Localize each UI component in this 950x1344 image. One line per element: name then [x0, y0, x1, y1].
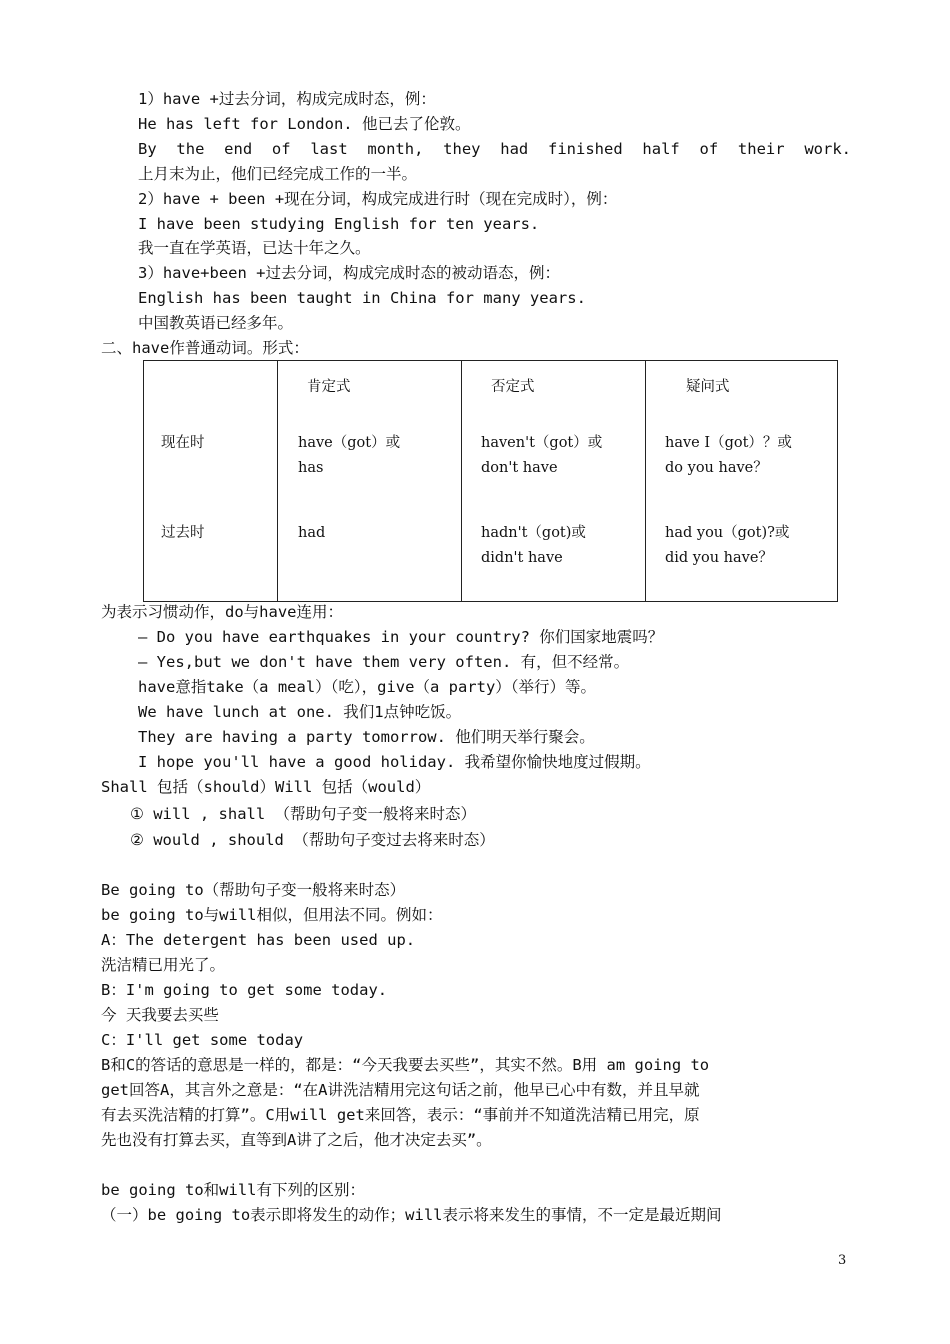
column-header: 肯定式 [307, 379, 351, 395]
word: of [271, 140, 291, 158]
text-line: 今 天我要去买些 [101, 1006, 219, 1024]
paragraph-line: B和C的答话的意思是一样的，都是：“今天我要去买些”，其实不然。B用 am going to [101, 1056, 710, 1074]
column-header: 疑问式 [686, 379, 730, 395]
text-line: have意指take（a meal）（吃），give（a party）（举行）等。 [138, 678, 597, 696]
text-line: — Yes,but we don't have them very often. 有，但不经常。 [138, 653, 630, 671]
word: the [176, 140, 205, 158]
row-label: 过去时 [161, 525, 205, 541]
table-cell: didn't have [481, 550, 563, 566]
text-line: 3）have+been +过去分词，构成完成时态的被动语态，例： [138, 264, 560, 282]
text-line: A：The detergent has been used up. [101, 931, 416, 949]
text-line: 2）have + been +现在分词，构成完成进行时（现在完成时），例： [138, 190, 618, 208]
section-heading: 二、have作普通动词。形式： [101, 339, 309, 357]
page-number: 3 [838, 1253, 847, 1268]
text-line: 我一直在学英语，已达十年之久。 [138, 239, 371, 257]
justified-line [138, 139, 851, 159]
row-label-cell [144, 361, 277, 601]
text-line: I have been studying English for ten years. [138, 215, 540, 233]
text-line: He has left for London. 他已去了伦敦。 [138, 115, 471, 133]
text-line: English has been taught in China for many years. [138, 289, 586, 307]
word: end [224, 140, 253, 158]
table-cell: have I（got）？或 [665, 435, 792, 451]
word: work. [804, 140, 851, 158]
text-line: We have lunch at one. 我们1点钟吃饭。 [138, 703, 462, 721]
table-cell: haven't（got）或 [481, 435, 603, 451]
table-cell: hadn't（got)或 [481, 525, 586, 541]
text-line: 洗洁精已用光了。 [101, 956, 226, 974]
text-line: 为表示习惯动作，do与have连用： [101, 603, 343, 621]
paragraph-line: 先也没有打算去买，直等到A讲了之后，他才决定去买”。 [101, 1131, 492, 1149]
word: last [310, 140, 348, 158]
list-item: ② would , should （帮助句子变过去将来时态） [130, 831, 495, 849]
table-cell: did you have？ [665, 550, 773, 566]
have-forms-table [143, 360, 838, 602]
word: they [443, 140, 481, 158]
table-cell: do you have？ [665, 460, 768, 476]
negative-column [462, 361, 645, 601]
text-line: 1）have +过去分词，构成完成时态，例： [138, 90, 436, 108]
text-line: （一）be going to表示即将发生的动作；will表示将来发生的事情，不一定是最近期间 [101, 1206, 722, 1224]
word: month, [367, 140, 424, 158]
text-line: C：I'll get some today [101, 1031, 304, 1049]
text-line: be going to与will相似，但用法不同。例如： [101, 906, 443, 924]
word: had [500, 140, 529, 158]
row-label: 现在时 [161, 435, 205, 451]
word: By [138, 140, 157, 158]
text-line: Be going to（帮助句子变一般将来时态） [101, 881, 406, 899]
table-cell: has [298, 460, 324, 476]
paragraph-line: get回答A，其言外之意是：“在A讲洗洁精用完这句话之前，他早已心中有数，并且早就 [101, 1081, 700, 1099]
table-cell: have（got）或 [298, 435, 401, 451]
column-header: 否定式 [491, 379, 535, 395]
text-line: — Do you have earthquakes in your country? 你们国家地震吗？ [138, 628, 664, 646]
text-line: 上月末为止，他们已经完成工作的一半。 [138, 165, 418, 183]
text-line: B：I'm going to get some today. [101, 981, 388, 999]
interrogative-column [646, 361, 837, 601]
text-line: I hope you'll have a good holiday. 我希望你愉快地度过假期。 [138, 753, 651, 771]
word: their [737, 140, 785, 158]
text-line: They are having a party tomorrow. 他们明天举行聚会。 [138, 728, 595, 746]
paragraph-line: 有去买洗洁精的打算”。C用will get来回答，表示：“事前并不知道洗洁精已用完，原 [101, 1106, 700, 1124]
word: finished [548, 140, 623, 158]
text-line: Shall 包括（should）Will 包括（would） [101, 778, 431, 796]
text-line: be going to和will有下列的区别： [101, 1181, 365, 1199]
word: half [642, 140, 680, 158]
text-line: 中国教英语已经多年。 [138, 314, 294, 332]
word: of [699, 140, 719, 158]
list-item: ① will , shall （帮助句子变一般将来时态） [130, 805, 477, 823]
table-cell: had [298, 525, 326, 541]
affirmative-column [278, 361, 461, 601]
table-cell: had you（got)?或 [665, 525, 790, 541]
table-cell: don't have [481, 460, 558, 476]
